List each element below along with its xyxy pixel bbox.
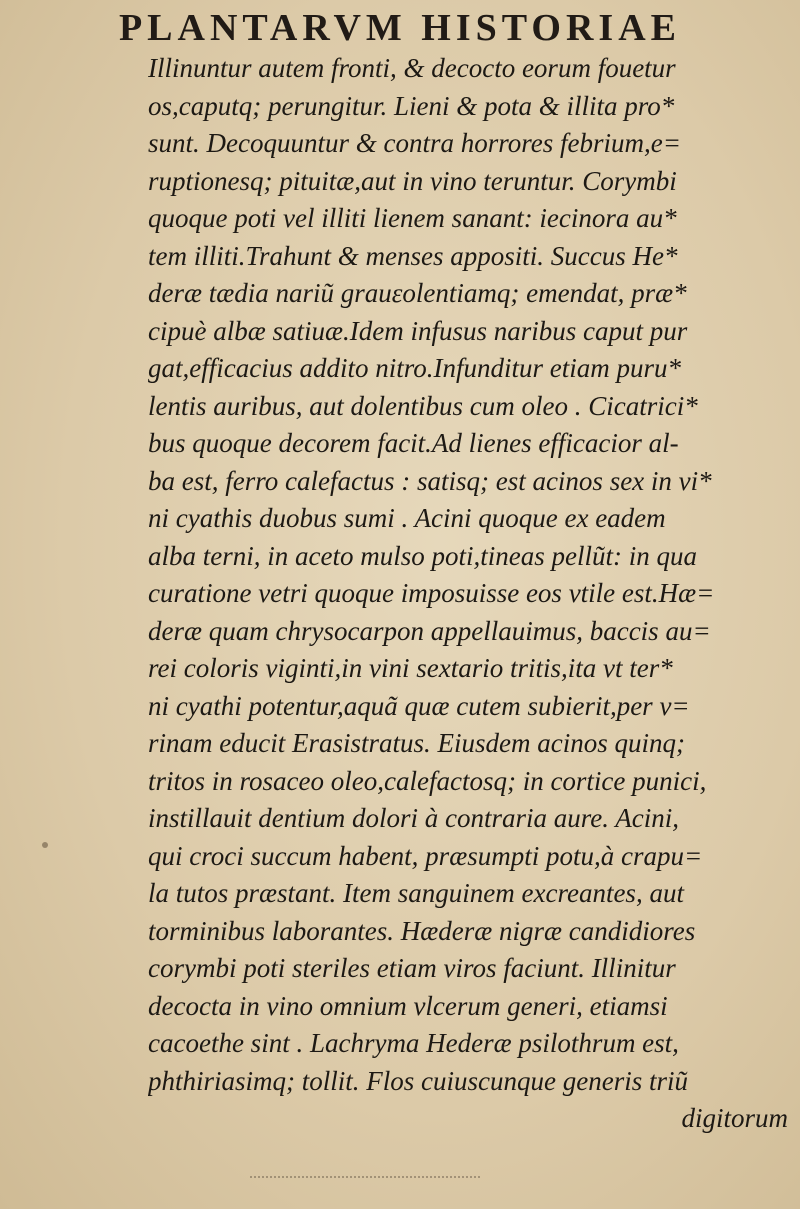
text-line: ni cyathis duobus sumi . Acini quoque ex eadem — [148, 503, 666, 533]
text-line: rei coloris viginti,in vini sextario tritis,ita vt ter* — [148, 653, 673, 683]
text-line: cipuè albæ satiuæ.Idem infusus naribus caput pur — [148, 315, 688, 346]
text-line: tem illiti.Trahunt & menses appositi. Succus He* — [148, 240, 678, 271]
text-line: gat,efficacius addito nitro.Infunditur etiam puru* — [148, 353, 681, 383]
text-line: ni cyathi potentur,aquã quæ cutem subierit,per v= — [148, 690, 690, 721]
text-line: bus quoque decorem facit.Ad lienes efficacior al- — [148, 428, 679, 458]
text-line: curatione vetri quoque imposuisse eos vtile est.Hæ= — [148, 578, 715, 608]
bottom-show-through-dots — [250, 1176, 480, 1180]
text-line: qui croci succum habent, præsumpti potu,à crapu= — [148, 840, 703, 871]
text-line: torminibus laborantes. Hæderæ nigræ candidiores — [148, 915, 696, 946]
text-line: lentis auribus, aut dolentibus cum oleo . Cicatrici* — [148, 390, 698, 421]
text-line: deræ tædia nariũ grauεolentiamq; emendat, præ* — [148, 278, 687, 308]
catchword: digitorum — [681, 1103, 788, 1133]
text-line: instillauit dentium dolori à contraria aure. Acini, — [148, 803, 679, 833]
text-line: tritos in rosaceo oleo,calefactosq; in cortice punici, — [148, 765, 707, 796]
text-line: corymbi poti steriles etiam viros faciunt. Illinitur — [148, 953, 676, 983]
text-line: la tutos præstant. Item sanguinem excreantes, aut — [148, 878, 684, 908]
text-line: alba terni, in aceto mulso poti,tineas pellũt: in qua — [148, 540, 697, 571]
text-line: decocta in vino omnium vlcerum generi, etiamsi — [148, 990, 668, 1021]
text-line: os,caputq; perungitur. Lieni & pota & illita pro* — [148, 90, 675, 121]
text-line: rinam educit Erasistratus. Eiusdem acinos quinq; — [148, 728, 685, 758]
text-line: ruptionesq; pituitæ,aut in vino teruntur. Corymbi — [148, 165, 677, 196]
text-line: phthiriasimq; tollit. Flos cuiuscunque generis triũ — [148, 1065, 688, 1096]
running-title: PLANTARVM HISTORIAE — [118, 7, 682, 49]
body-text — [148, 50, 788, 1138]
text-line: ba est, ferro calefactus : satisq; est acinos sex in vi* — [148, 465, 712, 496]
text-line: cacoethe sint . Lachryma Hederæ psilothrum est, — [148, 1028, 679, 1058]
text-line: sunt. Decoquuntur & contra horrores febrium,e= — [148, 128, 681, 158]
text-line: Illinuntur autem fronti, & decocto eorum fouetur — [148, 53, 676, 83]
margin-ink-mark — [42, 842, 48, 848]
text-line: deræ quam chrysocarpon appellauimus, baccis au= — [148, 615, 711, 646]
text-line: quoque poti vel illiti lienem sanant: iecinora au* — [148, 203, 677, 233]
